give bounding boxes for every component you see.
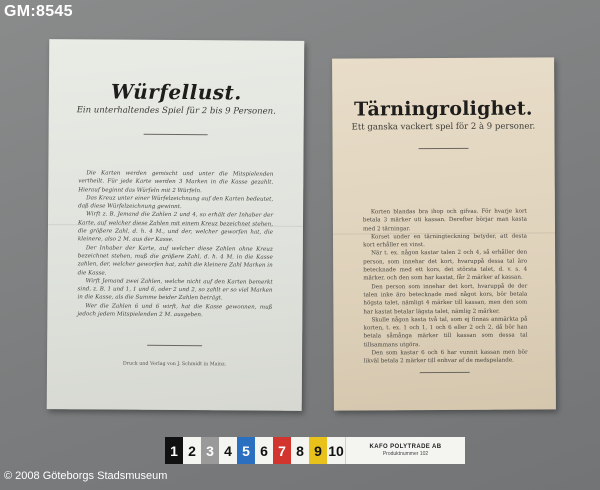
color-scale-bar xyxy=(165,437,465,464)
scale-number: 3 xyxy=(206,442,214,459)
swedish-title: Tärningrolighet. xyxy=(353,97,533,121)
german-subtitle: Ein unterhaltendes Spiel für 2 bis 9 Personen. xyxy=(76,105,276,117)
printer-imprint: Druck und Verlag von J. Schmidt in Mainz. xyxy=(122,361,227,368)
swedish-game-sheet xyxy=(332,57,556,410)
rules-paragraph: Wirft z. B. Jemand die Zahlen 2 und 4, so erhält der Inhaber der Karte, auf welcher diese Zahlen mit einem Kreuz bezeichnet stehen, die größere Zahl, d. h. 4 M., und der, welcher geworfen hat, die kleinere, also 2 M. aus der Kasse. xyxy=(77,211,274,244)
copyright-notice: © 2008 Göteborgs Stadsmuseum xyxy=(4,470,168,482)
scale-product-number: Produktnummer 102 xyxy=(382,451,429,457)
scale-number: 10 xyxy=(328,442,344,459)
rules-paragraph: Den person som innehar det kort, hvaruppå de der talen inke äro betecknade med något kors, bör betala högsta talet, nämligt 4 märker till kassan, men den som har kastat betalar lägsta talet, nämlig 2 märker. xyxy=(363,283,528,315)
rules-paragraph: Korset under en tärningteckning betyder, att desta kort erhåller en vinst. xyxy=(363,233,528,249)
rules-paragraph: Wirft Jemand zwei Zahlen, welche nicht auf den Karten bemerkt sind, z. B. 1 und 1, 1 und 6, oder 2 und 2, so zahlt er so viel Marken in die Kasse, als die Summe beider Zahlen beträgt. xyxy=(77,278,273,302)
scale-cell xyxy=(273,437,291,464)
photo-id-label: GM:8545 xyxy=(4,3,73,20)
rules-paragraph: När t. ex. någon kastar talen 2 och 4, så erhåller den person, som innehar det kort, hvaruppå dessa tal äro betecknade med ett kors, det största talet, d. v. s. 4 märker, och den som har kastat, får 2 märker af kassan. xyxy=(363,250,528,282)
scale-cell xyxy=(219,437,237,464)
german-game-sheet xyxy=(47,39,305,411)
swedish-subtitle: Ett ganska vackert spel för 2 à 9 personer. xyxy=(351,121,536,133)
end-rule xyxy=(420,372,470,373)
rules-paragraph: Skulle någon kasta två tal, som ej finnas anmärkta på korten, t. ex. 1 och 1, 1 och 6 eller 2 och 2, då bör han betala såmånga märker till kassan som dessa tal tillsammans utgöra. xyxy=(363,316,528,349)
rules-paragraph: Wer die Zahlen 6 und 6 wirft, hat die Kasse gewonnen, muß jedoch jedem Mitspielenden 2 M. ausgeben. xyxy=(77,303,273,319)
scale-cell xyxy=(237,437,255,464)
scale-cell xyxy=(327,437,345,464)
end-rule xyxy=(147,345,202,346)
rules-paragraph: Der Inhaber der Karte, auf welcher diese Zahlen ohne Kreuz bezeichnet stehen, muß die größere Zahl, d. h. 4 M. in die Kasse zahlen, der, welcher geworfen hat, zahlt die kleinere Zahl Marken in die Kasse. xyxy=(77,245,273,277)
scale-number: 1 xyxy=(170,442,178,459)
scale-cell xyxy=(183,437,201,464)
scale-cell xyxy=(255,437,273,464)
scale-number: 6 xyxy=(260,442,268,459)
scale-number: 5 xyxy=(242,442,250,459)
scale-number: 2 xyxy=(188,442,196,459)
rules-paragraph: Die Karten werden gemischt und unter die Mitspielenden vertheilt. Für jede Karte werden 3 Marken in die Kasse gezahlt. Hierauf beginnt das Würfeln mit 2 Würfeln. xyxy=(78,170,274,194)
title-rule xyxy=(419,148,469,149)
scale-number: 4 xyxy=(224,442,232,459)
scale-bar-label xyxy=(345,437,465,464)
scale-brand: KAFO POLYTRADE AB xyxy=(369,444,442,450)
scale-number: 7 xyxy=(278,442,286,459)
rules-paragraph: Korten blandas bra ihop och gifvas. För hvarje kort betala 3 märker uti kassan. Derefter börjar man kasta med 2 tärningar. xyxy=(362,208,527,233)
scale-cell xyxy=(165,437,183,464)
scale-cell xyxy=(291,437,309,464)
rules-paragraph: Den som kastar 6 och 6 har vunnit kassan men bör likväl betala 2 märker till enhvar af de medspelande. xyxy=(363,349,528,365)
scale-number: 9 xyxy=(314,442,322,459)
scale-cell xyxy=(201,437,219,464)
swedish-rules-text xyxy=(363,208,528,366)
scale-cell xyxy=(309,437,327,464)
title-rule xyxy=(144,134,208,135)
german-title: Würfellust. xyxy=(110,79,242,105)
german-rules-text xyxy=(77,169,273,320)
rules-paragraph: Das Kreuz unter einer Würfelzeichnung auf den Karten bedeutet, daß diese Würfelzeichnung gewinnt. xyxy=(78,195,274,211)
scale-number: 8 xyxy=(296,442,304,459)
